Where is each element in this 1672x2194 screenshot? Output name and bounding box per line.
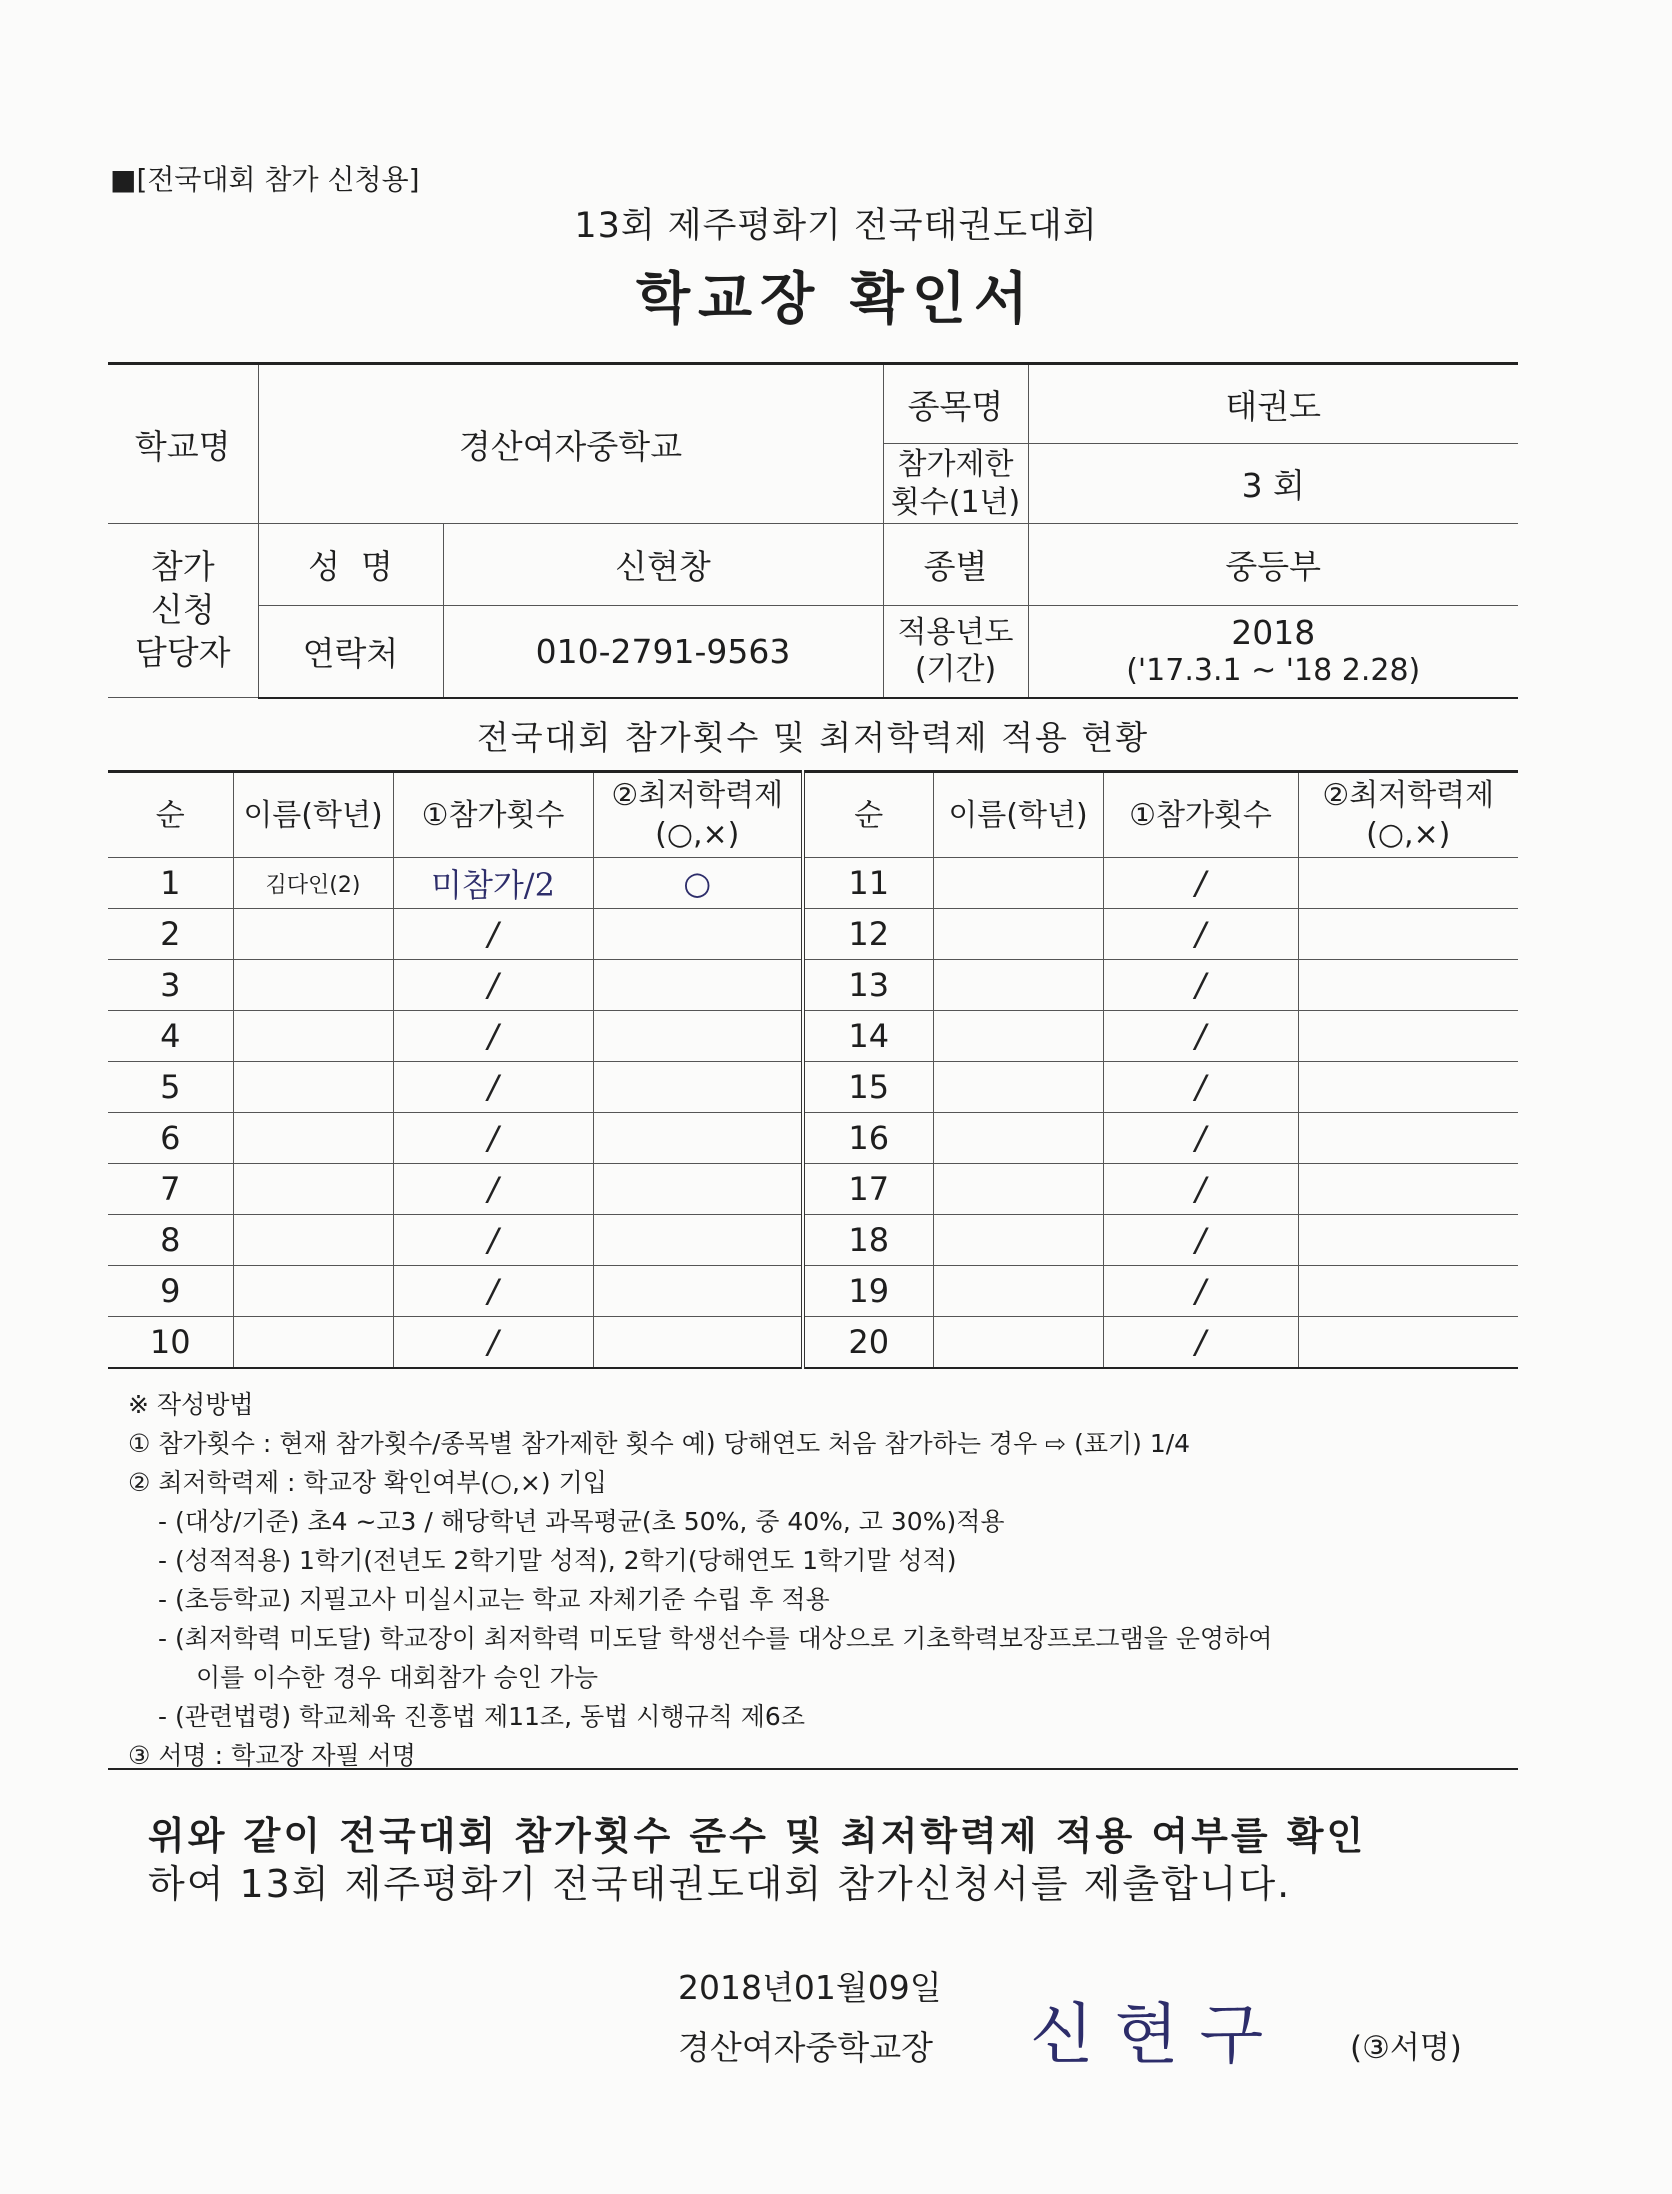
row-min xyxy=(593,1164,803,1215)
note-3: ③ 서명 : 학교장 자필 서명 xyxy=(128,1741,416,1770)
row-min xyxy=(1298,960,1518,1011)
row-name xyxy=(233,1062,393,1113)
row-count: / xyxy=(1103,1164,1298,1215)
contact-group-line2: 신청 xyxy=(150,590,215,630)
row-no: 15 xyxy=(803,1062,933,1113)
division-value: 중등부 xyxy=(1028,524,1518,606)
row-count: / xyxy=(1103,858,1298,909)
row-min xyxy=(593,1215,803,1266)
table-row xyxy=(108,1062,1518,1113)
note-bullet-4-cont: 이를 이수한 경우 대회참가 승인 가능 xyxy=(196,1663,598,1692)
page-title: 학교장 확인서 xyxy=(635,267,1037,332)
limit-label-line1: 참가제한 xyxy=(897,447,1014,482)
school-name-value: 경산여자중학교 xyxy=(258,364,883,524)
row-no: 8 xyxy=(108,1215,233,1266)
table-row xyxy=(108,1164,1518,1215)
row-count: / xyxy=(393,1011,593,1062)
contact-group-line1: 참가 xyxy=(150,547,215,587)
contact-group-label xyxy=(108,524,258,698)
row-no: 10 xyxy=(108,1317,233,1369)
signer-title: 경산여자중학교장 xyxy=(678,2028,934,2067)
row-name xyxy=(933,1062,1103,1113)
row-name xyxy=(933,909,1103,960)
row-count: / xyxy=(393,960,593,1011)
row-name xyxy=(933,1215,1103,1266)
contact-group-line3: 담당자 xyxy=(134,632,231,672)
col-header-name: 이름(학년) xyxy=(233,772,393,858)
col-header-min-right-line1: ②최저학력제 xyxy=(1322,778,1495,813)
col-header-no: 순 xyxy=(108,772,233,858)
contact-phone-label: 연락처 xyxy=(258,606,443,698)
row-no: 7 xyxy=(108,1164,233,1215)
row-min xyxy=(593,1011,803,1062)
note-bullet-5: - (관련법령) 학교체육 진흥법 제11조, 동법 시행규칙 제6조 xyxy=(158,1702,805,1731)
table-row xyxy=(108,1113,1518,1164)
col-header-min xyxy=(593,772,803,858)
divider xyxy=(108,1768,1518,1770)
table-row xyxy=(108,1266,1518,1317)
note-bullet-1: - (대상/기준) 초4 ~고3 / 해당학년 과목평균(초 50%, 중 40%, 고 30%)적용 xyxy=(158,1507,1005,1536)
note-1: ① 참가횟수 : 현재 참가횟수/종목별 참가제한 횟수 예) 당해연도 처음 참가하는 경우 ⇨ (표기) 1/4 xyxy=(128,1429,1191,1458)
table-row xyxy=(108,1215,1518,1266)
row-name xyxy=(933,1011,1103,1062)
statement-line-1: 위와 같이 전국대회 참가횟수 준수 및 최저학력제 적용 여부를 확인 xyxy=(148,1814,1367,1858)
sport-label: 종목명 xyxy=(883,364,1028,444)
row-min xyxy=(1298,909,1518,960)
row-min xyxy=(1298,1062,1518,1113)
row-count: / xyxy=(1103,909,1298,960)
col-header-count: ①참가횟수 xyxy=(393,772,593,858)
year-value-main: 2018 xyxy=(1231,613,1316,653)
row-min xyxy=(1298,1113,1518,1164)
row-no: 18 xyxy=(803,1215,933,1266)
row-no: 17 xyxy=(803,1164,933,1215)
row-count: / xyxy=(393,1062,593,1113)
limit-label-line2: 횟수(1년) xyxy=(890,484,1021,520)
form-type-caption: ■[전국대회 참가 신청용] xyxy=(110,163,420,196)
row-no: 13 xyxy=(803,960,933,1011)
row-count: / xyxy=(1103,1317,1298,1369)
note-bullet-4: - (최저학력 미도달) 학교장이 최저학력 미도달 학생선수를 대상으로 기초학력보장프로그램을 운영하여 xyxy=(158,1624,1273,1653)
row-no: 2 xyxy=(108,909,233,960)
row-min xyxy=(1298,858,1518,909)
table-header-row xyxy=(108,772,1518,858)
row-no: 3 xyxy=(108,960,233,1011)
row-count: / xyxy=(1103,1266,1298,1317)
row-count: / xyxy=(1103,1062,1298,1113)
section-title: 전국대회 참가횟수 및 최저학력제 적용 현황 xyxy=(476,718,1150,757)
row-name xyxy=(233,1317,393,1369)
row-name xyxy=(933,1266,1103,1317)
row-min xyxy=(593,1062,803,1113)
row-count: / xyxy=(393,909,593,960)
row-no: 11 xyxy=(803,858,933,909)
row-name xyxy=(233,1011,393,1062)
row-name: 김다인(2) xyxy=(233,858,393,909)
row-count: / xyxy=(1103,1215,1298,1266)
row-count: / xyxy=(1103,1011,1298,1062)
row-name xyxy=(933,858,1103,909)
notes-heading: ※ 작성방법 xyxy=(128,1390,254,1419)
row-name xyxy=(933,1113,1103,1164)
contact-name-label: 성 명 xyxy=(258,524,443,606)
row-min xyxy=(593,1113,803,1164)
row-no: 1 xyxy=(108,858,233,909)
row-min xyxy=(1298,1215,1518,1266)
col-header-name-right: 이름(학년) xyxy=(933,772,1103,858)
row-count: / xyxy=(1103,1113,1298,1164)
row-name xyxy=(233,1164,393,1215)
division-label: 종별 xyxy=(883,524,1028,606)
row-min xyxy=(1298,1317,1518,1369)
row-min xyxy=(1298,1164,1518,1215)
col-header-count-right: ①참가횟수 xyxy=(1103,772,1298,858)
confirmation-statement xyxy=(148,1812,1488,1908)
signature-text: 신 현 구 xyxy=(1030,1996,1264,2073)
table-row xyxy=(108,909,1518,960)
note-bullet-3: - (초등학교) 지필고사 미실시교는 학교 자체기준 수립 후 적용 xyxy=(158,1585,830,1614)
row-count: / xyxy=(393,1164,593,1215)
row-name xyxy=(933,1164,1103,1215)
table-row xyxy=(108,1317,1518,1369)
row-min xyxy=(593,1266,803,1317)
note-bullet-2: - (성적적용) 1학기(전년도 2학기말 성적), 2학기(당해연도 1학기말 성적) xyxy=(158,1546,957,1575)
col-header-min-right xyxy=(1298,772,1518,858)
col-header-no-right: 순 xyxy=(803,772,933,858)
row-count: / xyxy=(393,1215,593,1266)
row-count: / xyxy=(393,1266,593,1317)
row-count: / xyxy=(1103,960,1298,1011)
row-min xyxy=(1298,1266,1518,1317)
year-period: ('17.3.1 ~ '18 2.28) xyxy=(1126,653,1421,689)
row-no: 16 xyxy=(803,1113,933,1164)
row-min: ○ xyxy=(593,858,803,909)
row-min xyxy=(1298,1011,1518,1062)
row-name xyxy=(233,1113,393,1164)
table-row xyxy=(108,960,1518,1011)
year-value xyxy=(1028,606,1518,698)
participation-table xyxy=(108,770,1518,1369)
year-label-line1: 적용년도 xyxy=(897,614,1014,650)
row-name xyxy=(933,960,1103,1011)
note-2: ② 최저학력제 : 학교장 확인여부(○,×) 기입 xyxy=(128,1468,607,1497)
instructions xyxy=(128,1385,1528,1775)
col-header-min-right-line2: (○,×) xyxy=(1366,817,1451,852)
sport-value: 태권도 xyxy=(1028,364,1518,444)
contact-phone-value: 010-2791-9563 xyxy=(443,606,883,698)
table-row xyxy=(108,858,1518,909)
row-no: 5 xyxy=(108,1062,233,1113)
row-count: / xyxy=(393,1113,593,1164)
row-name xyxy=(233,909,393,960)
row-no: 9 xyxy=(108,1266,233,1317)
table-row xyxy=(108,1011,1518,1062)
row-min xyxy=(593,960,803,1011)
row-no: 12 xyxy=(803,909,933,960)
year-label xyxy=(883,606,1028,698)
row-no: 19 xyxy=(803,1266,933,1317)
limit-label xyxy=(883,444,1028,524)
row-count: / xyxy=(393,1317,593,1369)
year-label-line2: (기간) xyxy=(914,652,997,688)
row-count: 미참가/2 xyxy=(393,858,593,909)
row-name xyxy=(233,1266,393,1317)
event-name: 13회 제주평화기 전국태권도대회 xyxy=(574,206,1098,246)
col-header-min-line1: ②최저학력제 xyxy=(611,778,784,813)
row-name xyxy=(233,1215,393,1266)
limit-value: 3 회 xyxy=(1028,444,1518,524)
row-min xyxy=(593,909,803,960)
info-table xyxy=(108,362,1518,699)
issue-date: 2018년01월09일 xyxy=(678,1968,942,2007)
school-name-label: 학교명 xyxy=(108,364,258,524)
row-name xyxy=(933,1317,1103,1369)
row-no: 14 xyxy=(803,1011,933,1062)
statement-line-2: 하여 13회 제주평화기 전국태권도대회 참가신청서를 제출합니다. xyxy=(148,1862,1292,1906)
row-min xyxy=(593,1317,803,1369)
signature-mark: (③서명) xyxy=(1350,2030,1462,2066)
row-no: 6 xyxy=(108,1113,233,1164)
col-header-min-line2: (○,×) xyxy=(655,817,740,852)
row-no: 4 xyxy=(108,1011,233,1062)
row-no: 20 xyxy=(803,1317,933,1369)
row-name xyxy=(233,960,393,1011)
handwritten-signature xyxy=(1030,1985,1360,2085)
contact-name-value: 신현창 xyxy=(443,524,883,606)
